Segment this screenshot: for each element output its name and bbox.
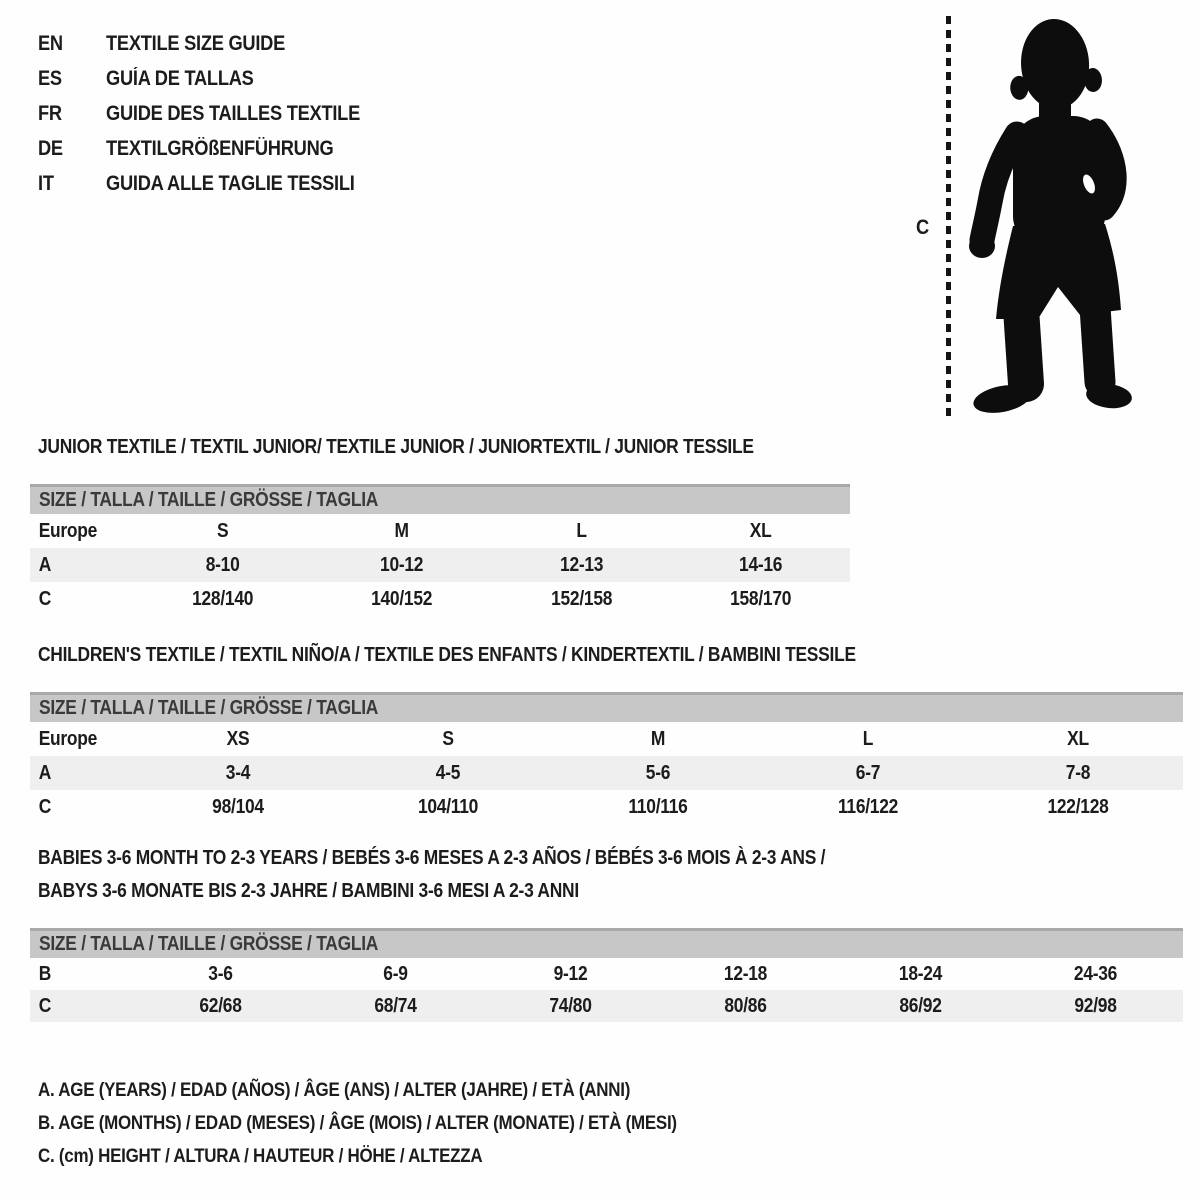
table-row-height <box>30 790 1183 824</box>
size-value: 116/122 <box>837 795 899 818</box>
size-value: 104/110 <box>417 795 479 818</box>
title-row-it <box>38 166 398 201</box>
size-value: 110/116 <box>628 795 688 818</box>
title-row-fr <box>38 96 398 131</box>
babies-section-heading-line2: BABYS 3-6 MONATE BIS 2-3 JAHRE / BAMBINI 3-6 MESI A 2-3 ANNI <box>38 880 579 902</box>
measure-legend <box>38 1074 772 1173</box>
size-value: 6-9 <box>383 962 408 985</box>
size-value: 3-6 <box>208 962 233 985</box>
size-header-label: SIZE / TALLA / TAILLE / GRÖSSE / TAGLIA <box>39 489 379 511</box>
size-header-bar <box>30 692 1183 722</box>
size-value: S <box>442 727 454 750</box>
size-value: 98/104 <box>212 795 264 818</box>
table-row-age-years <box>30 548 850 582</box>
size-value: 68/74 <box>374 994 417 1017</box>
row-label: A <box>38 761 52 784</box>
title-row-de <box>38 131 398 166</box>
size-header-bar <box>30 484 850 514</box>
size-header-label: SIZE / TALLA / TAILLE / GRÖSSE / TAGLIA <box>39 697 379 719</box>
size-value: 3-4 <box>225 761 251 784</box>
title-row-es <box>38 61 398 96</box>
height-measure-label: C <box>915 216 929 239</box>
size-value: 122/128 <box>1047 795 1109 818</box>
size-value: 8-10 <box>205 553 240 576</box>
size-value: 92/98 <box>1074 994 1117 1017</box>
size-value: 140/152 <box>371 587 433 610</box>
size-value: 128/140 <box>192 587 254 610</box>
row-label: A <box>38 553 52 576</box>
size-value: 7-8 <box>1065 761 1091 784</box>
lang-code: ES <box>38 66 62 90</box>
row-label: B <box>38 962 52 985</box>
size-value: XL <box>749 519 772 542</box>
lang-code: EN <box>38 31 63 55</box>
size-value: 152/158 <box>550 587 612 610</box>
size-value: M <box>394 519 409 542</box>
legend-line-a <box>38 1074 772 1107</box>
size-value: 10-12 <box>380 553 424 576</box>
size-value: 74/80 <box>549 994 592 1017</box>
babies-size-table <box>30 928 1183 1022</box>
lang-code: FR <box>38 101 62 125</box>
guide-title: TEXTILGRÖßENFÜHRUNG <box>106 136 334 160</box>
babies-section-heading-line1: BABIES 3-6 MONTH TO 2-3 YEARS / BEBÉS 3-6 MESES A 2-3 AÑOS / BÉBÉS 3-6 MOIS À 2-3 ANS / <box>38 847 826 869</box>
size-value: 62/68 <box>199 994 242 1017</box>
guide-title: TEXTILE SIZE GUIDE <box>106 31 286 55</box>
legend-line-b <box>38 1107 772 1140</box>
size-value: 24-36 <box>1073 962 1118 985</box>
size-value: XS <box>226 727 250 750</box>
size-value: 18-24 <box>898 962 943 985</box>
legend-text: C. (cm) HEIGHT / ALTURA / HAUTEUR / HÖHE / ALTEZZA <box>38 1145 483 1167</box>
table-row-europe <box>30 514 850 548</box>
size-value: 4-5 <box>435 761 461 784</box>
size-value: XL <box>1067 727 1089 750</box>
row-label: Europe <box>38 519 98 542</box>
size-value: 86/92 <box>899 994 942 1017</box>
size-value: L <box>862 727 874 750</box>
size-value: 12-18 <box>723 962 768 985</box>
size-value: 14-16 <box>738 553 782 576</box>
table-row-age-years <box>30 756 1183 790</box>
children-size-table <box>30 692 1183 824</box>
lang-code: DE <box>38 136 63 160</box>
junior-size-table <box>30 484 850 616</box>
guide-title: GUÍA DE TALLAS <box>106 66 254 90</box>
language-title-block <box>38 26 398 201</box>
guide-title: GUIDE DES TAILLES TEXTILE <box>106 101 361 125</box>
size-value: L <box>575 519 587 542</box>
size-header-bar <box>30 928 1183 958</box>
table-row-europe <box>30 722 1183 756</box>
size-header-label: SIZE / TALLA / TAILLE / GRÖSSE / TAGLIA <box>39 933 379 955</box>
row-label: C <box>38 587 52 610</box>
size-value: 158/170 <box>729 587 791 610</box>
guide-title: GUIDA ALLE TAGLIE TESSILI <box>106 171 355 195</box>
height-measure-dashed-line <box>946 16 951 416</box>
row-label: Europe <box>38 727 98 750</box>
children-section-heading: CHILDREN'S TEXTILE / TEXTIL NIÑO/A / TEXTILE DES ENFANTS / KINDERTEXTIL / BAMBINI TESSILE <box>38 644 856 666</box>
size-value: S <box>216 519 229 542</box>
table-row-height <box>30 582 850 616</box>
table-row-age-months <box>30 958 1183 990</box>
legend-text: B. AGE (MONTHS) / EDAD (MESES) / ÂGE (MOIS) / ALTER (MONATE) / ETÀ (MESI) <box>38 1112 677 1134</box>
size-value: 5-6 <box>645 761 671 784</box>
legend-line-c <box>38 1140 772 1173</box>
row-label: C <box>38 994 52 1017</box>
junior-section-heading: JUNIOR TEXTILE / TEXTIL JUNIOR/ TEXTILE JUNIOR / JUNIORTEXTIL / JUNIOR TESSILE <box>38 436 754 458</box>
table-row-height <box>30 990 1183 1022</box>
size-value: M <box>650 727 666 750</box>
legend-text: A. AGE (YEARS) / EDAD (AÑOS) / ÂGE (ANS) / ALTER (JAHRE) / ETÀ (ANNI) <box>38 1079 631 1101</box>
size-value: 80/86 <box>724 994 767 1017</box>
toddler-silhouette-icon <box>963 16 1135 418</box>
size-value: 12-13 <box>559 553 603 576</box>
size-value: 6-7 <box>855 761 881 784</box>
size-value: 9-12 <box>553 962 588 985</box>
title-row-en <box>38 26 398 61</box>
row-label: C <box>38 795 52 818</box>
lang-code: IT <box>38 171 54 195</box>
